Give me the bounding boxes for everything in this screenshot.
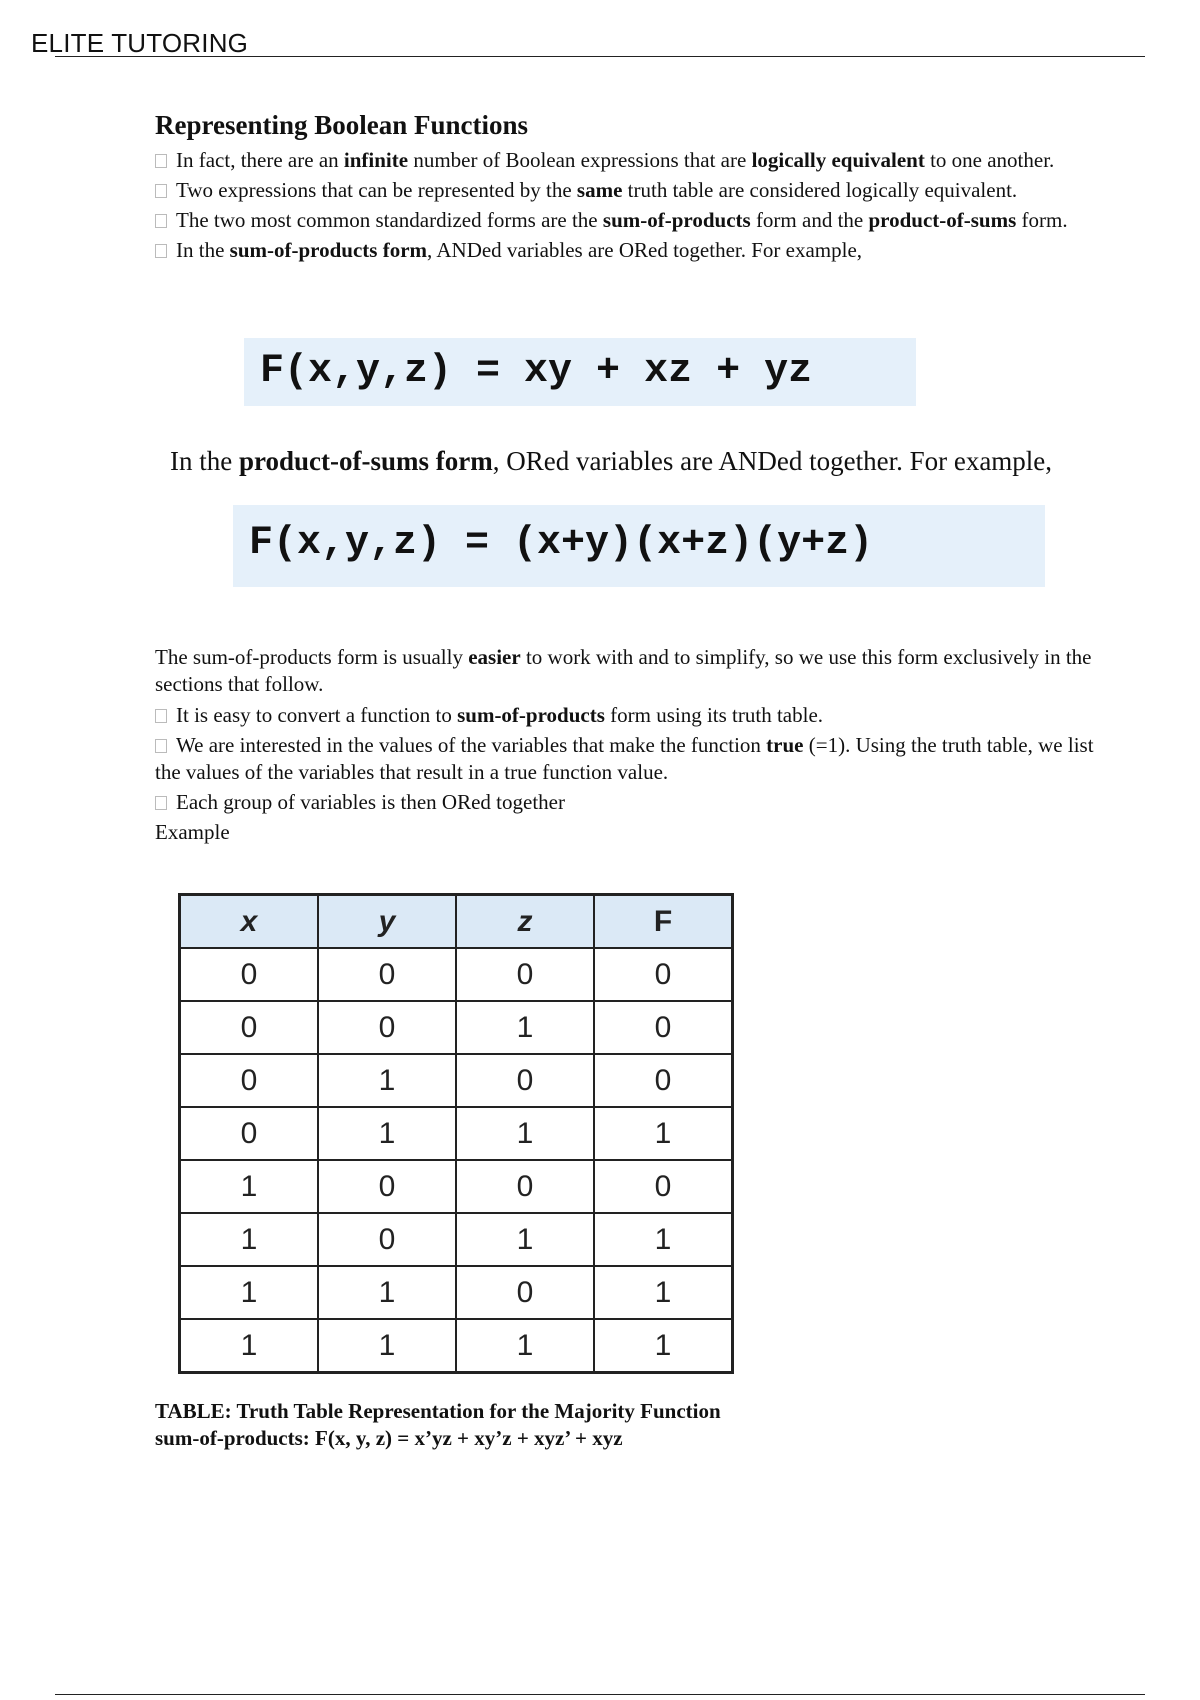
table-row bbox=[180, 1266, 733, 1319]
text-run: (=1). Using the truth table, we list the values of the variables that result in a true function value. bbox=[155, 733, 1094, 784]
table-cell: 1 bbox=[180, 1213, 319, 1266]
table-cell: 0 bbox=[456, 948, 594, 1001]
text-run: , ORed variables are ANDed together. For example, bbox=[492, 446, 1053, 476]
column-header-f: F bbox=[594, 895, 733, 949]
truth-table bbox=[178, 893, 734, 1374]
bullet-sum-of-products bbox=[155, 237, 1115, 264]
text-run: We are interested in the values of the variables that make the function bbox=[176, 733, 767, 757]
table-cell: 1 bbox=[318, 1054, 456, 1107]
text-run: It is easy to convert a function to bbox=[176, 703, 458, 727]
caption-title: TABLE: Truth Table Representation for the Majority Function bbox=[155, 1399, 721, 1423]
text-run: Two expressions that can be represented by the bbox=[176, 178, 577, 202]
header-divider bbox=[55, 56, 1145, 57]
caption-sop-expression: sum-of-products: F(x, y, z) = x’yz + xy’z + xyz’ + xyz bbox=[155, 1426, 623, 1450]
table-cell: 0 bbox=[318, 1213, 456, 1266]
bold-run: logically equivalent bbox=[751, 148, 925, 172]
table-cell: 1 bbox=[318, 1266, 456, 1319]
column-header-y: y bbox=[318, 895, 456, 949]
bullet-convert-function bbox=[155, 702, 1115, 729]
table-row bbox=[180, 1054, 733, 1107]
example-label: Example bbox=[155, 820, 230, 844]
table-cell: 1 bbox=[180, 1160, 319, 1213]
table-cell: 0 bbox=[594, 1160, 733, 1213]
bold-run: easier bbox=[468, 645, 521, 669]
table-cell: 0 bbox=[594, 948, 733, 1001]
checkbox-bullet-icon bbox=[155, 709, 167, 723]
section-heading: Representing Boolean Functions bbox=[155, 110, 529, 140]
text-run: In the bbox=[176, 238, 230, 262]
checkbox-bullet-icon bbox=[155, 214, 167, 228]
checkbox-bullet-icon bbox=[155, 154, 167, 168]
bullet-ored-together bbox=[155, 789, 1115, 816]
bold-run: true bbox=[766, 733, 804, 757]
checkbox-bullet-icon bbox=[155, 244, 167, 258]
text-run: to work with and to simplify, so we use this form exclusively in the sections that follow. bbox=[155, 645, 1092, 696]
table-row bbox=[180, 1107, 733, 1160]
intro-section bbox=[155, 110, 1115, 267]
table-cell: 1 bbox=[456, 1107, 594, 1160]
text-run: form. bbox=[1016, 208, 1068, 232]
table-row bbox=[180, 1160, 733, 1213]
bold-run: infinite bbox=[343, 148, 409, 172]
checkbox-bullet-icon bbox=[155, 796, 167, 810]
table-row bbox=[180, 1213, 733, 1266]
table-cell: 1 bbox=[594, 1319, 733, 1373]
table-cell: 1 bbox=[318, 1319, 456, 1373]
table-cell: 1 bbox=[180, 1266, 319, 1319]
bullet-infinite-expressions bbox=[155, 147, 1115, 174]
checkbox-bullet-icon bbox=[155, 184, 167, 198]
conversion-section bbox=[155, 644, 1115, 850]
text-run: truth table are considered logically equivalent. bbox=[622, 178, 1018, 202]
table-cell: 0 bbox=[456, 1266, 594, 1319]
text-run: Each group of variables is then ORed together bbox=[176, 790, 565, 814]
table-cell: 0 bbox=[318, 948, 456, 1001]
bullet-same-truth-table bbox=[155, 177, 1115, 204]
bold-run: same bbox=[576, 178, 623, 202]
table-cell: 1 bbox=[594, 1107, 733, 1160]
text-run: The two most common standardized forms are the bbox=[176, 208, 603, 232]
bold-run: sum-of-products bbox=[602, 208, 751, 232]
table-cell: 0 bbox=[456, 1160, 594, 1213]
table-cell: 0 bbox=[180, 948, 319, 1001]
table-cell: 0 bbox=[180, 1001, 319, 1054]
table-cell: 1 bbox=[180, 1319, 319, 1373]
table-cell: 0 bbox=[594, 1054, 733, 1107]
checkbox-bullet-icon bbox=[155, 739, 167, 753]
bold-run: product-of-sums bbox=[868, 208, 1017, 232]
bullet-standard-forms bbox=[155, 207, 1115, 234]
column-header-x: x bbox=[180, 895, 319, 949]
bold-run: product-of-sums form bbox=[238, 446, 493, 476]
text-run: to one another. bbox=[924, 148, 1055, 172]
table-cell: 1 bbox=[456, 1319, 594, 1373]
sop-easier-paragraph bbox=[155, 644, 1115, 698]
table-cell: 0 bbox=[318, 1160, 456, 1213]
text-run: In the bbox=[170, 446, 239, 476]
footer-divider bbox=[55, 1694, 1145, 1695]
text-run: The sum-of-products form is usually bbox=[155, 645, 469, 669]
text-run: number of Boolean expressions that are bbox=[408, 148, 752, 172]
table-header-row bbox=[180, 895, 733, 949]
text-run: In fact, there are an bbox=[176, 148, 344, 172]
sum-of-products-formula: F(x,y,z) = xy + xz + yz bbox=[244, 338, 916, 406]
table-caption bbox=[155, 1398, 721, 1452]
table-cell: 1 bbox=[594, 1266, 733, 1319]
bullet-true-values bbox=[155, 732, 1115, 786]
document-header: ELITE TUTORING bbox=[31, 28, 249, 58]
table-cell: 1 bbox=[456, 1001, 594, 1054]
text-run: form using its truth table. bbox=[604, 703, 824, 727]
product-of-sums-formula: F(x,y,z) = (x+y)(x+z)(y+z) bbox=[233, 505, 1045, 587]
text-run: form and the bbox=[750, 208, 869, 232]
table-cell: 0 bbox=[456, 1054, 594, 1107]
table-cell: 0 bbox=[180, 1107, 319, 1160]
table-cell: 0 bbox=[594, 1001, 733, 1054]
product-of-sums-sentence bbox=[170, 444, 1052, 478]
bold-run: sum-of-products form bbox=[229, 238, 428, 262]
column-header-z: z bbox=[456, 895, 594, 949]
table-cell: 1 bbox=[318, 1107, 456, 1160]
text-run: , ANDed variables are ORed together. For example, bbox=[427, 238, 863, 262]
table-cell: 1 bbox=[456, 1213, 594, 1266]
table-cell: 1 bbox=[594, 1213, 733, 1266]
table-cell: 0 bbox=[318, 1001, 456, 1054]
table-row bbox=[180, 1319, 733, 1373]
table-row bbox=[180, 948, 733, 1001]
table-cell: 0 bbox=[180, 1054, 319, 1107]
table-row bbox=[180, 1001, 733, 1054]
bold-run: sum-of-products bbox=[457, 703, 605, 727]
